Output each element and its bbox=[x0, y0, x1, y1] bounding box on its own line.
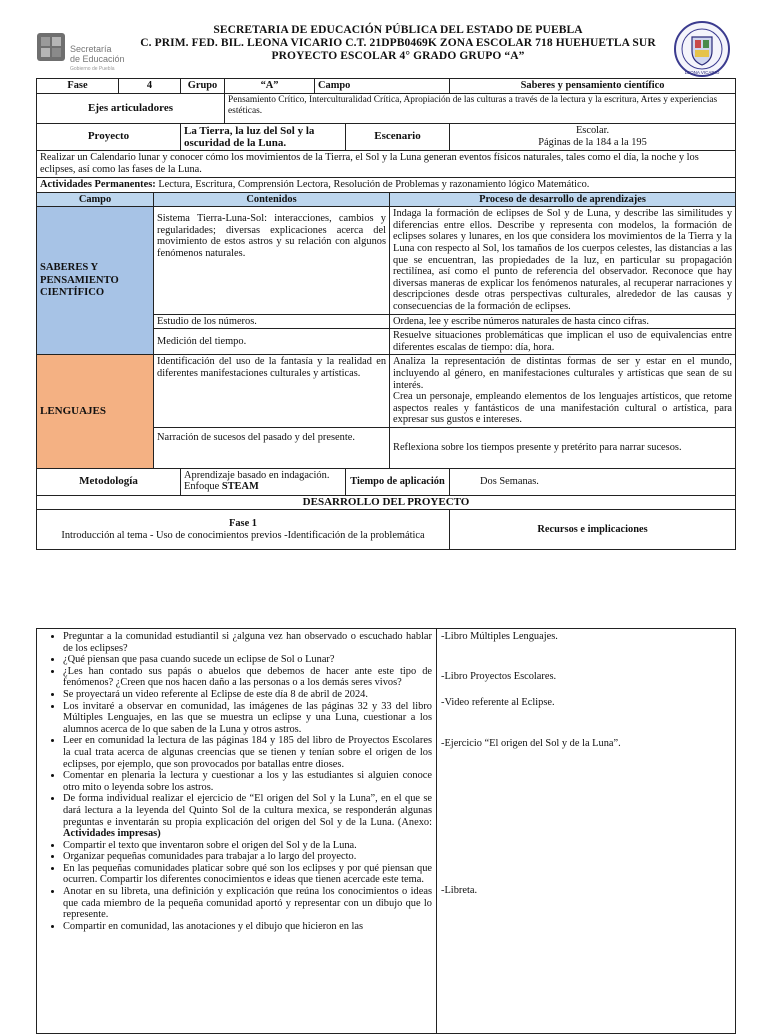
resource-item: -Libro Proyectos Escolares. bbox=[441, 671, 557, 682]
saberes-contenido-3: Medición del tiempo. bbox=[154, 329, 390, 355]
campo-saberes: SABERES Y PENSAMIENTO CIENTÍFICO bbox=[37, 207, 154, 355]
saberes-row-1 bbox=[37, 207, 736, 314]
activity-item: • Se proyectará un video referente al Eclipse de este día 8 de abril de 2024. bbox=[63, 689, 432, 701]
resource-item: -Libro Múltiples Lenguajes. bbox=[441, 631, 558, 642]
ejes-value: Pensamiento Crítico, Interculturalidad Crítica, Apropiación de las culturas a través de la lectura y la escritura, Artes y experiencias estéticas. bbox=[225, 94, 736, 124]
school-seal-text: LEONA VICARIO bbox=[684, 70, 720, 75]
activity-item: • Anotar en su libreta, una definición y explicación que reúna los conocimientos o ideas que cada miembro de la pequeña comunidad aportó y representar con un dibujo que lo represente. bbox=[63, 886, 432, 921]
escenario-line-2: Páginas de la 184 a la 195 bbox=[538, 136, 647, 148]
school-seal-icon bbox=[672, 20, 732, 78]
activity-item bbox=[63, 793, 432, 839]
saberes-pda-2: Ordena, lee y escribe números naturales de hasta cinco cifras. bbox=[390, 314, 736, 329]
proyecto-label: Proyecto bbox=[37, 124, 181, 151]
activity-item: • En las pequeñas comunidades platicar sobre qué son los eclipses y por qué piensan que ocurren. Compartir los diferentes conocimientos e ideas que tienen acercade este tema. bbox=[63, 863, 432, 886]
campo-value: Saberes y pensamiento científico bbox=[450, 79, 736, 94]
saberes-contenido-1: Sistema Tierra-Luna-Sol: interacciones, cambios y regularidades; diversas explicaciones acerca del movimiento de estos astros y su relación con algunos fenómenos naturales. bbox=[154, 207, 390, 314]
escenario-label: Escenario bbox=[346, 124, 450, 151]
metodologia-value bbox=[181, 468, 346, 495]
lenguajes-pda-1a: Analiza la representación de distintas formas de ser y estar en el mundo, incluyendo al género, en manifestaciones culturales y artísticas que sean de su interés. bbox=[393, 356, 733, 391]
ejes-label: Ejes articuladores bbox=[37, 94, 225, 124]
activity-item: • Compartir en comunidad, las anotaciones y el dibujo que hicieron en las bbox=[63, 921, 432, 933]
sep-logo-line1: Secretaría bbox=[70, 44, 112, 54]
planning-table bbox=[36, 78, 736, 550]
metodologia-value-1: Aprendizaje basado en indagación. bbox=[184, 469, 330, 481]
saberes-contenido-2: Estudio de los números. bbox=[154, 314, 390, 329]
activity-item: • Compartir el texto que inventaron sobre el origen del Sol y de la Luna. bbox=[63, 840, 432, 852]
activity-item: • ¿Les han contado sus papás o abuelos que debemos de hacer ante este tipo de fenómenos? ¿Creen que nos hacen daño a las personas o a los demás seres vivos? bbox=[63, 666, 432, 689]
document-header bbox=[120, 24, 676, 63]
activity-item-text: De forma individual realizar el ejercicio de “El origen del Sol y la Luna”, en el que se dará lectura a la leyenda del Quinto Sol de la cultura mexica, se responderán algunas preguntas e inventarán su propia explicación del origen del Sol y de la Luna. (Anexo: bbox=[63, 793, 432, 828]
lenguajes-pda-1b: Crea un personaje, empleando elementos de los lenguajes artísticos, que retome aspectos reales y fantásticos de una manifestación cultural o artística, para expresar sus gustos e intereses. bbox=[393, 391, 733, 426]
metodologia-enfoque: Enfoque bbox=[184, 481, 222, 493]
col-header-campo: Campo bbox=[37, 192, 154, 207]
columns-header-row bbox=[37, 192, 736, 207]
header-line-2: C. PRIM. FED. BIL. LEONA VICARIO C.T. 21DPB0469K ZONA ESCOLAR 718 HUEHUETLA SUR bbox=[140, 37, 656, 49]
campo-label: Campo bbox=[315, 79, 450, 94]
desarrollo-title: DESARROLLO DEL PROYECTO bbox=[37, 495, 736, 510]
desarrollo-title-row bbox=[37, 495, 736, 510]
resources-cell bbox=[437, 629, 736, 1034]
lenguajes-row-1 bbox=[37, 355, 736, 428]
activities-table bbox=[36, 628, 736, 1034]
col-header-contenidos: Contenidos bbox=[154, 192, 390, 207]
lenguajes-contenido-1: Identificación del uso de la fantasía y la realidad en diferentes manifestaciones culturales y artísticas. bbox=[154, 355, 390, 428]
header-line-1: SECRETARIA DE EDUCACIÓN PÚBLICA DEL ESTADO DE PUEBLA bbox=[213, 24, 583, 36]
activity-item: • Los invitaré a observar en comunidad, las imágenes de las páginas 32 y 33 del libro Múltiples Lenguajes, en las que se muestra un eclipse y una Luna, cuestionar a los alumnos acerca de lo que saben de la Luna y otros astros. bbox=[63, 701, 432, 736]
metodologia-row bbox=[37, 468, 736, 495]
resource-item: -Libreta. bbox=[441, 885, 478, 896]
activity-item: • Leer en comunidad la lectura de las páginas 184 y 185 del libro de Proyectos Escolares la cual trata acerca de algunas creencias que se tienen y tenían sobre el origen de los eclipses, por ejemplo, que son provocados por batallas entre dioses. bbox=[63, 735, 432, 770]
resource-item: -Video referente al Eclipse. bbox=[441, 697, 555, 708]
grupo-value: “A” bbox=[225, 79, 315, 94]
fase1-cell bbox=[37, 510, 450, 550]
metodologia-value-2 bbox=[184, 481, 342, 493]
fase-label: Fase bbox=[37, 79, 119, 94]
activity-item: • Organizar pequeñas comunidades para trabajar a lo largo del proyecto. bbox=[63, 851, 432, 863]
fase1-description: Introducción al tema - Uso de conocimientos previos -Identificación de la problemática bbox=[61, 529, 425, 541]
header-line-3: PROYECTO ESCOLAR 4° GRADO GRUPO “A” bbox=[271, 50, 525, 62]
school-seal bbox=[672, 20, 732, 78]
lenguajes-pda-1 bbox=[390, 355, 736, 428]
fase1-title: Fase 1 bbox=[229, 518, 258, 530]
activities-list bbox=[41, 631, 432, 932]
escenario-value bbox=[450, 124, 736, 151]
activities-row bbox=[37, 629, 736, 1034]
activities-cell bbox=[37, 629, 437, 1034]
sep-logo bbox=[36, 27, 126, 77]
tiempo-label: Tiempo de aplicación bbox=[346, 468, 450, 495]
permanent-activities bbox=[37, 178, 736, 193]
sep-logo-line3: Gobierno de Puebla bbox=[70, 66, 115, 72]
lenguajes-contenido-2: Narración de sucesos del pasado y del presente. bbox=[154, 427, 390, 468]
permanent-activities-value: Lectura, Escritura, Comprensión Lectora, Resolución de Problemas y razonamiento lógico Matemático. bbox=[155, 179, 590, 190]
activity-item: • Preguntar a la comunidad estudiantil si ¿alguna vez han observado o escuchado hablar de los eclipses? bbox=[63, 631, 432, 654]
lenguajes-pda-2: Reflexiona sobre los tiempos presente y pretérito para narrar sucesos. bbox=[390, 427, 736, 468]
sep-logo-icon bbox=[36, 27, 126, 77]
resource-item: -Ejercicio “El origen del Sol y de la Luna”. bbox=[441, 738, 621, 749]
project-objective: Realizar un Calendario lunar y conocer cómo los movimientos de la Tierra, el Sol y la Luna generan eventos físicos naturales, tales como el día, la noche y los eclipses, así como las fases de la Luna. bbox=[37, 151, 736, 178]
fase-value: 4 bbox=[119, 79, 181, 94]
info-row-ejes bbox=[37, 94, 736, 124]
activity-anexo: Actividades impresas) bbox=[63, 828, 161, 840]
campo-lenguajes: LENGUAJES bbox=[37, 355, 154, 469]
recursos-header: Recursos e implicaciones bbox=[450, 510, 736, 550]
info-row-proyecto bbox=[37, 124, 736, 151]
info-row-fase bbox=[37, 79, 736, 94]
saberes-pda-1: Indaga la formación de eclipses de Sol y de Luna, y describe las similitudes y diferencias entre ellos. Describe y representa con modelos, la formación de eclipses solares y lunares, en los que considera los movimientos de la Tierra y la Luna con respecto al Sol, los tamaños de los cuerpos celestes, las distancias a las que se encuentran, las propiedades de la luz, en particular su propagación rectilínea, así como el punto de referencia del observador. Reconoce que hay diversas maneras de explicar los fenómenos naturales, al recuperar narraciones y descripciones desde otras perspectivas culturales, alrededor de las causas y consecuencias de la formación de eclipses. bbox=[390, 207, 736, 314]
metodologia-label: Metodología bbox=[37, 468, 181, 495]
sep-logo-line2: de Educación bbox=[70, 54, 125, 64]
info-row-objetivo bbox=[37, 151, 736, 178]
saberes-pda-3: Resuelve situaciones problemáticas que implican el uso de equivalencias entre diferentes escalas de tiempo: día, hora. bbox=[390, 329, 736, 355]
col-header-pda: Proceso de desarrollo de aprendizajes bbox=[390, 192, 736, 207]
activity-item: • Comentar en plenaria la lectura y cuestionar a los y las estudiantes si alguien conoce otro mito o leyenda sobre los astros. bbox=[63, 770, 432, 793]
metodologia-steam: STEAM bbox=[221, 481, 259, 493]
grupo-label: Grupo bbox=[181, 79, 225, 94]
fase1-row bbox=[37, 510, 736, 550]
proyecto-value: La Tierra, la luz del Sol y la oscuridad de la Luna. bbox=[181, 124, 346, 151]
tiempo-value: Dos Semanas. bbox=[450, 468, 736, 495]
escenario-line-1: Escolar. bbox=[575, 125, 610, 136]
activity-item: • ¿Qué piensan que pasa cuando sucede un eclipse de Sol o Lunar? bbox=[63, 654, 432, 666]
info-row-permanentes bbox=[37, 178, 736, 193]
permanent-activities-label: Actividades Permanentes: bbox=[40, 179, 156, 190]
